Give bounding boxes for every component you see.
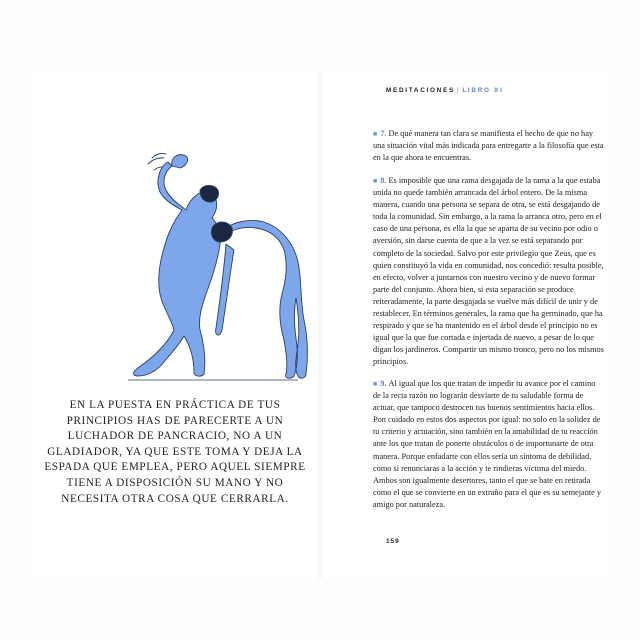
meditation-7 [373, 128, 605, 164]
wrestlers-illustration [108, 140, 308, 390]
running-head-title: MEDITACIONES [386, 87, 455, 94]
running-head-separator: | [456, 87, 461, 94]
book-gutter [318, 72, 322, 578]
meditation-9 [373, 378, 605, 511]
running-head-book: LIBRO XI [462, 87, 504, 94]
meditation-number: 8. [380, 176, 387, 185]
bullet-icon: ■ [373, 130, 378, 138]
meditation-text: Al igual que los que tratan de impedir tu avance por el camino de la recta razón no lograrán desviarte de tu saludable forma de actuar, que tampoco destrocen tus buenos sentimientos hacia ellos. Pon cuidado en estos dos aspectos por igual: no solo en la solidez de tu criterio y actuación, sino también en la amabilidad de tu reacción ante los que tratan de ponerte obstáculos o de importunarte de otra manera. Porque enfadarte con ellos sería un síntoma de debilidad, como si renunciaras a la acción y te rindieras víctima del miedo. Ambos son igualmente desertores, tanto el que se bate en retirada como el que se convierte en un extraño para el que es su semejante y amigo por naturaleza. [373, 379, 602, 509]
meditation-text: Es imposible que una rama desgajada de la rama a la que estaba unida no quede también arrancada del árbol entero. De la misma manera, cuando una persona se separa de otra, se está desgajando de toda la comunidad. Sin embargo, a la rama la arranca otro, pero en el caso de una persona, es ella la que se aparta de su vecino por odio o aversión, sin darse cuenta de que a la vez se está separando por completo de la sociedad. Salvo por este privilegio que Zeus, que es quien constituyó la vida en comunidad, nos concedió: resulta posible, en efecto, volver a juntarnos con nuestro vecino y de nuevo formar parte del conjunto. Ahora bien, si esta separación se produce reiteradamente, la parte desgajada se vuelve más difícil de unir y de restablecer. En términos generales, la rama que ha germinado, que ha respirado y que se ha mantenido en el árbol desde el principio no es igual que la que fue cortada e injertada de nuevo, a pesar de lo que digan los jardineros. Compartir un mismo tronco, pero no los mismos principios. [373, 176, 604, 367]
meditation-number: 7. [380, 129, 387, 138]
bullet-icon: ■ [373, 380, 378, 388]
meditation-number: 9. [380, 379, 387, 388]
page-number: 159 [386, 538, 400, 545]
running-head [386, 87, 504, 94]
meditation-8 [373, 175, 605, 369]
meditation-text: De qué manera tan clara se manifiesta el hecho de que no hay una situación vital más indicada para entregarte a la filosofía que esta en la que ahora te encuentras. [373, 129, 604, 163]
pancratium-quote: EN LA PUESTA EN PRÁCTICA DE TUS PRINCIPIOS HAS DE PARECERTE A UN LUCHADOR DE PANCRACIO, NO A UN GLADIADOR, YA QUE ESTE TOMA Y DEJA LA ESPADA QUE EMPLEA, PERO AQUEL SIEMPRE TIENE A DISPOSICIÓN SU MANO Y NO NECESITA OTRA COSA QUE CERRARLA. [44, 399, 306, 505]
bullet-icon: ■ [373, 177, 378, 185]
